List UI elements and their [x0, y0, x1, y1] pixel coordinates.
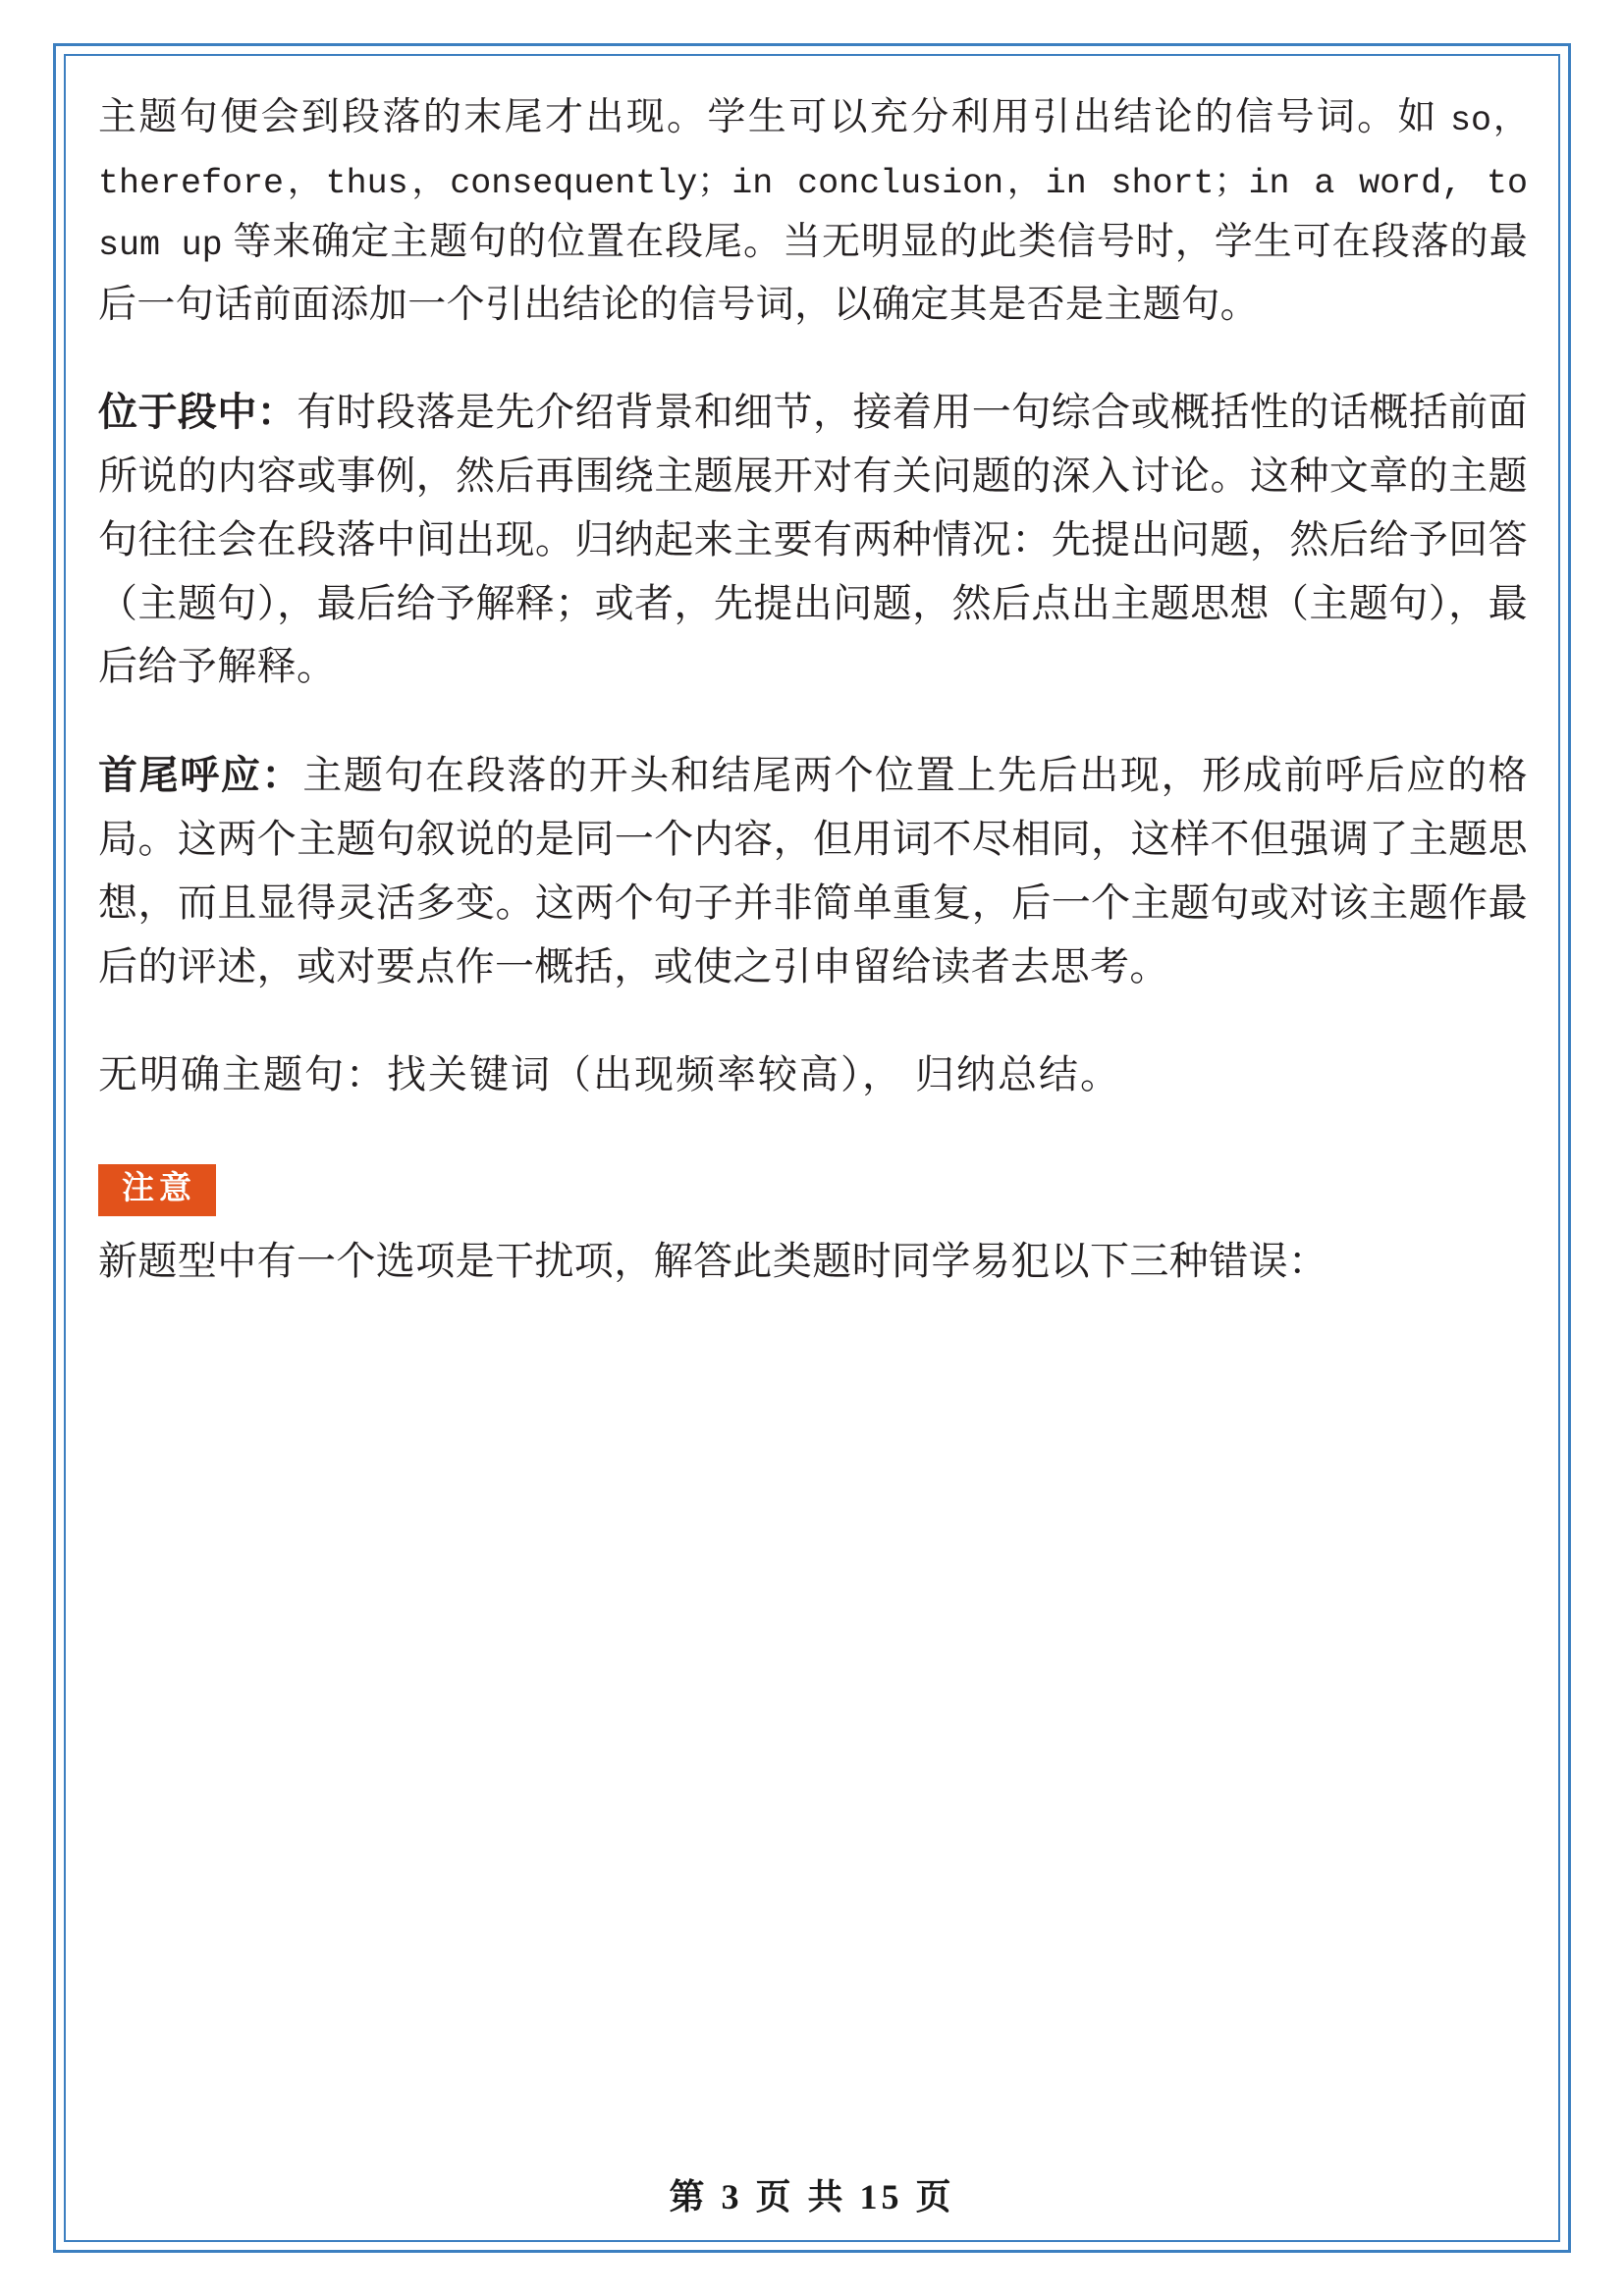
paragraph-4 [98, 1043, 1528, 1107]
paragraph-3 [98, 744, 1528, 998]
paragraph-4-text: 无明确主题句：找关键词（出现频率较高）， 归纳总结。 [98, 1052, 1121, 1097]
paragraph-3-lead: 首尾呼应： [98, 753, 303, 798]
page-footer: 第 3 页 共 15 页 [669, 2177, 955, 2216]
paragraph-1-text-cn-2: 等来确定主题句的位置在段尾。当无明显的此类信号时，学生可在段落的最后一句话前面添加一个引出结论的信号词，以确定其是否是主题句。 [98, 221, 1528, 327]
paragraph-1-signal-words: so，therefore，thus，consequently；in conclusion，in short；in a word, to sum up [98, 101, 1528, 266]
page-content [98, 86, 1528, 2178]
paragraph-2-text: 有时段落是先介绍背景和细节，接着用一句综合或概括性的话概括前面所说的内容或事例，然后再围绕主题展开对有关问题的深入讨论。这种文章的主题句往往会在段落中间出现。归纳起来主要有两种情况：先提出问题，然后给予回答（主题句），最后给予解释；或者，先提出问题，然后点出主题思想（主题句），最后给予解释。 [98, 390, 1528, 689]
paragraph-1-text-cn-1: 主题句便会到段落的末尾才出现。学生可以充分利用引出结论的信号词。如 [98, 96, 1451, 138]
note-badge: 注意 [98, 1164, 216, 1215]
paragraph-1 [98, 86, 1528, 336]
paragraph-2 [98, 381, 1528, 699]
note-block [98, 1164, 1528, 1293]
paragraph-3-text: 主题句在段落的开头和结尾两个位置上先后出现，形成前呼后应的格局。这两个主题句叙说的是同一个内容，但用词不尽相同，这样不但强调了主题思想，而且显得灵活多变。这两个句子并非简单重复，后一个主题句或对该主题作最后的评述，或对要点作一概括，或使之引申留给读者去思考。 [98, 753, 1529, 988]
paragraph-2-lead: 位于段中： [98, 390, 298, 435]
note-body: 新题型中有一个选项是干扰项，解答此类题时同学易犯以下三种错误： [98, 1238, 1328, 1283]
